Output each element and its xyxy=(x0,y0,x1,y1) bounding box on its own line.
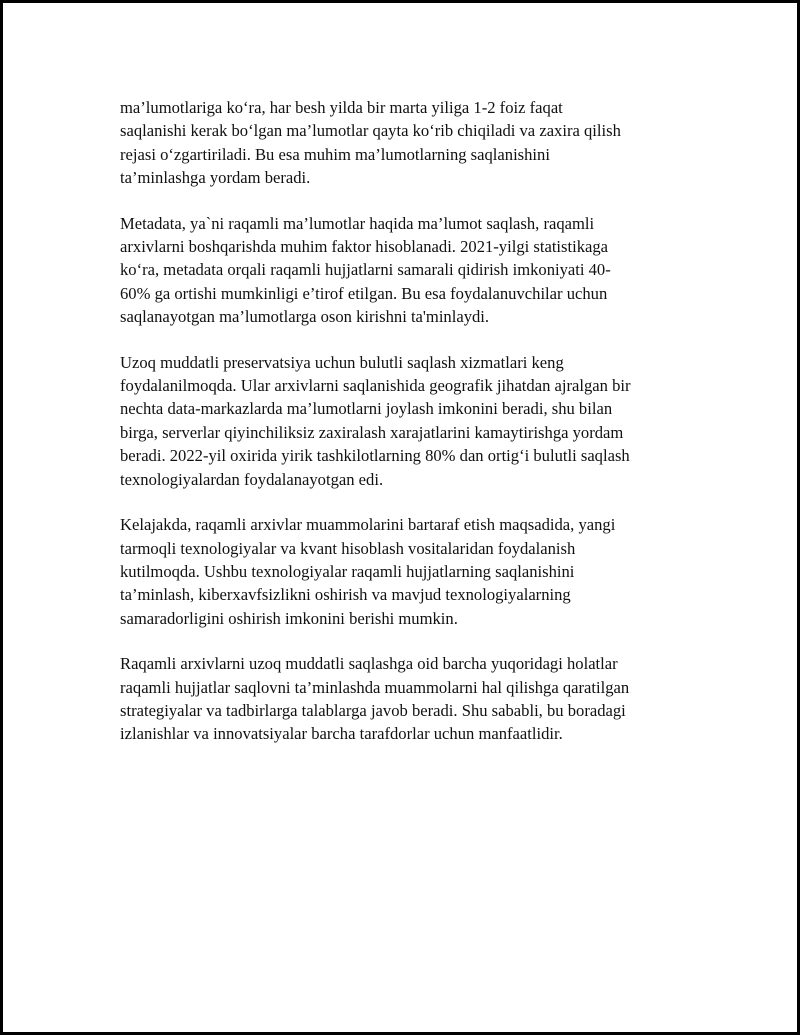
paragraph-line: birga, serverlar qiyinchiliksiz zaxiralash xarajatlarini kamaytirishga yordam xyxy=(120,422,624,442)
paragraph-line: ko‘ra, metadata orqali raqamli hujjatlarni samarali qidirish imkoniyati 40- xyxy=(120,260,611,280)
paragraph-line: saqlanishi kerak bo‘lgan ma’lumotlar qayta ko‘rib chiqiladi va zaxira qilish xyxy=(120,121,621,141)
paragraph-line: ma’lumotlariga ko‘ra, har besh yilda bir marta yiliga 1-2 foiz faqat xyxy=(120,98,563,117)
paragraph-line: Raqamli arxivlarni uzoq muddatli saqlashga oid barcha yuqoridagi holatlar xyxy=(120,654,618,674)
paragraph-line: raqamli hujjatlar saqlovni ta’minlashda muammolarni hal qilishga qaratilgan xyxy=(120,677,630,697)
paragraph-line: Uzoq muddatli preservatsiya uchun bulutli saqlash xizmatlari keng xyxy=(120,352,564,372)
paragraph-line: samaradorligini oshirish imkonini berishi mumkin. xyxy=(120,608,458,628)
paragraph-line: texnologiyalardan foydalanayotgan edi. xyxy=(120,469,384,489)
paragraph-line: 60% ga ortishi mumkinligi e’tirof etilgan. Bu esa foydalanuvchilar uchun xyxy=(120,283,608,303)
paragraph-line: strategiyalar va tadbirlarga talablarga javob beradi. Shu sababli, bu boradagi xyxy=(120,700,626,720)
paragraph-3 xyxy=(120,351,695,491)
paragraph-line: rejasi o‘zgartiriladi. Bu esa muhim ma’lumotlarning saqlanishini xyxy=(120,144,550,164)
paragraph-line: arxivlarni boshqarishda muhim faktor hisoblanadi. 2021-yilgi statistikaga xyxy=(120,237,609,257)
paragraph-line: ta’minlashga yordam beradi. xyxy=(120,168,311,188)
paragraph-line: saqlanayotgan ma’lumotlarga oson kirishni ta'minlaydi. xyxy=(120,307,490,327)
document-body xyxy=(120,96,695,768)
paragraph-line: Kelajakda, raqamli arxivlar muammolarini bartaraf etish maqsadida, yangi xyxy=(120,515,616,535)
paragraph-line: Metadata, ya`ni raqamli ma’lumotlar haqida ma’lumot saqlash, raqamli xyxy=(120,213,595,233)
paragraph-line: beradi. 2022-yil oxirida yirik tashkilotlarning 80% dan ortig‘i bulutli saqlash xyxy=(120,446,630,466)
paragraph-line: nechta data-markazlarda ma’lumotlarni joylash imkonini beradi, shu bilan xyxy=(120,399,613,419)
paragraph-line: kutilmoqda. Ushbu texnologiyalar raqamli hujjatlarning saqlanishini xyxy=(120,561,575,581)
paragraph-line: tarmoqli texnologiyalar va kvant hisoblash vositalaridan foydalanish xyxy=(120,538,576,558)
paragraph-4 xyxy=(120,513,695,630)
paragraph-1 xyxy=(120,96,695,190)
paragraph-5 xyxy=(120,652,695,746)
paragraph-line: izlanishlar va innovatsiyalar barcha tarafdorlar uchun manfaatlidir. xyxy=(120,724,563,744)
paragraph-line: foydalanilmoqda. Ular arxivlarni saqlanishida geografik jihatdan ajralgan bir xyxy=(120,376,631,396)
paragraph-line: ta’minlash, kiberxavfsizlikni oshirish va mavjud texnologiyalarning xyxy=(120,585,571,605)
paragraph-2 xyxy=(120,212,695,329)
